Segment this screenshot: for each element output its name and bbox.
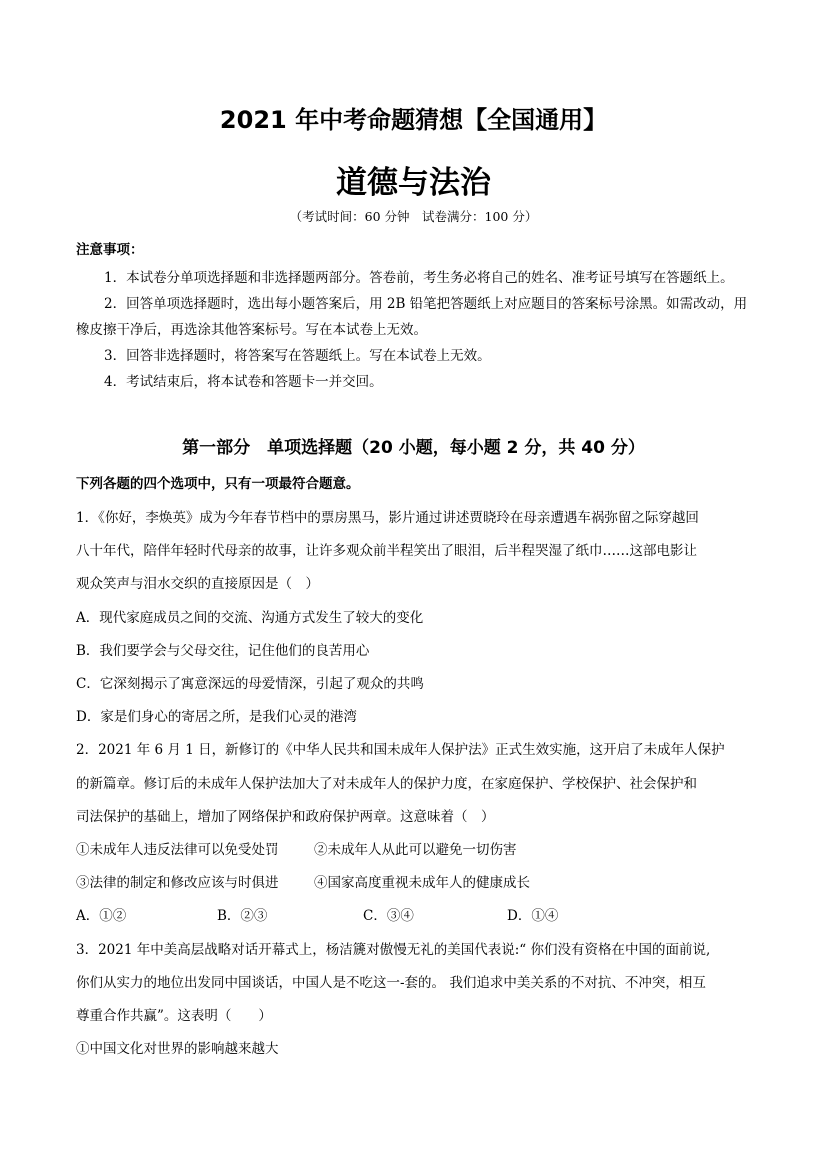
note-item: 1．本试卷分单项选择题和非选择题两部分。答卷前，考生务必将自己的姓名、准考证号填写在答题纸上。: [104, 270, 734, 286]
q2-statement-1: ①未成年人违反法律可以免受处罚: [76, 842, 279, 859]
q2-option-d: D．①④: [507, 908, 559, 925]
q3-stem-line: 尊重合作共赢”。这表明（ ）: [76, 1008, 272, 1025]
main-title: 2021 年中考命题猜想【全国通用】: [219, 106, 608, 134]
q1-option-a: A．现代家庭成员之间的交流、沟通方式发生了较大的变化: [76, 609, 424, 626]
exam-info: （考试时间：60 分钟 试卷满分：100 分）: [289, 209, 538, 224]
q1-stem-line: 观众笑声与泪水交织的直接原因是（ ）: [76, 576, 319, 593]
note-item: 4．考试结束后，将本试卷和答题卡一并交回。: [104, 374, 383, 390]
q2-options-row: [76, 900, 756, 933]
q1-option-d: D．家是们身心的寄居之所，是我们心灵的港湾: [76, 709, 357, 726]
q2-stem-line: 司法保护的基础上，增加了网络保护和政府保护两章。这意味着（ ）: [76, 808, 495, 825]
q2-stem-line: 2．2021 年 6 月 1 日，新修订的《中华人民共和国未成年人保护法》正式生效实施，这开启了未成年人保护: [76, 742, 725, 759]
q1-option-c: C．它深刻揭示了寓意深远的母爱情深，引起了观众的共鸣: [76, 676, 424, 693]
q2-stem-line: 的新篇章。修订后的未成年人保护法加大了对未成年人的保护力度，在家庭保护、学校保护、社会保护和: [76, 775, 697, 792]
q3-stem-line: 3．2021 年中美高层战略对话开幕式上，杨洁篪对傲慢无礼的美国代表说:“ 你们没有资格在中国的面前说,: [76, 941, 711, 958]
subject-title: 道德与法治: [336, 165, 491, 201]
questions: [76, 502, 756, 1066]
q1-stem-line: 1．《你好，李焕英》成为今年春节档中的票房黑马，影片通过讲述贾晓玲在母亲遭遇车祸弥留之际穿越回: [76, 510, 699, 526]
q2-statements-row: [76, 867, 756, 900]
section-instruction: 下列各题的四个选项中，只有一项最符合题意。: [76, 476, 360, 492]
note-item: 2．回答单项选择题时，选出每小题答案后，用 2B 铅笔把答题纸上对应题目的答案标号涂黑。如需改动，用橡皮擦干净后，再选涂其他答案标号。写在本试卷上无效。: [76, 296, 748, 338]
q2-statements-row: [76, 834, 756, 867]
q2-option-a: A．①②: [76, 908, 127, 925]
q1-stem-line: 八十年代，陪伴年轻时代母亲的故事，让许多观众前半程笑出了眼泪，后半程哭湿了纸巾……这部电影让: [76, 543, 697, 560]
notes-heading: 注意事项：: [76, 242, 144, 258]
q2-option-b: B．②③: [217, 908, 268, 925]
q2-option-c: C．③④: [363, 908, 414, 925]
notes-list: [76, 265, 752, 395]
section-title: 第一部分 单项选择题（20 小题，每小题 2 分，共 40 分）: [182, 438, 645, 458]
q2-statement-2: ②未成年人从此可以避免一切伤害: [314, 842, 517, 859]
q1-option-b: B．我们要学会与父母交往，记住他们的良苦用心: [76, 642, 370, 659]
note-item: 3．回答非选择题时，将答案写在答题纸上。写在本试卷上无效。: [104, 348, 491, 364]
q3-statement-1: ①中国文化对世界的影响越来越大: [76, 1041, 279, 1058]
q2-statement-4: ④国家高度重视未成年人的健康成长: [314, 875, 530, 892]
q3-stem-line: 你们从实力的地位出发同中国谈话，中国人是不吃这一-套的。 我们追求中美关系的不对抗、不冲突，相互: [76, 974, 706, 991]
q2-statement-3: ③法律的制定和修改应该与时俱进: [76, 875, 279, 892]
